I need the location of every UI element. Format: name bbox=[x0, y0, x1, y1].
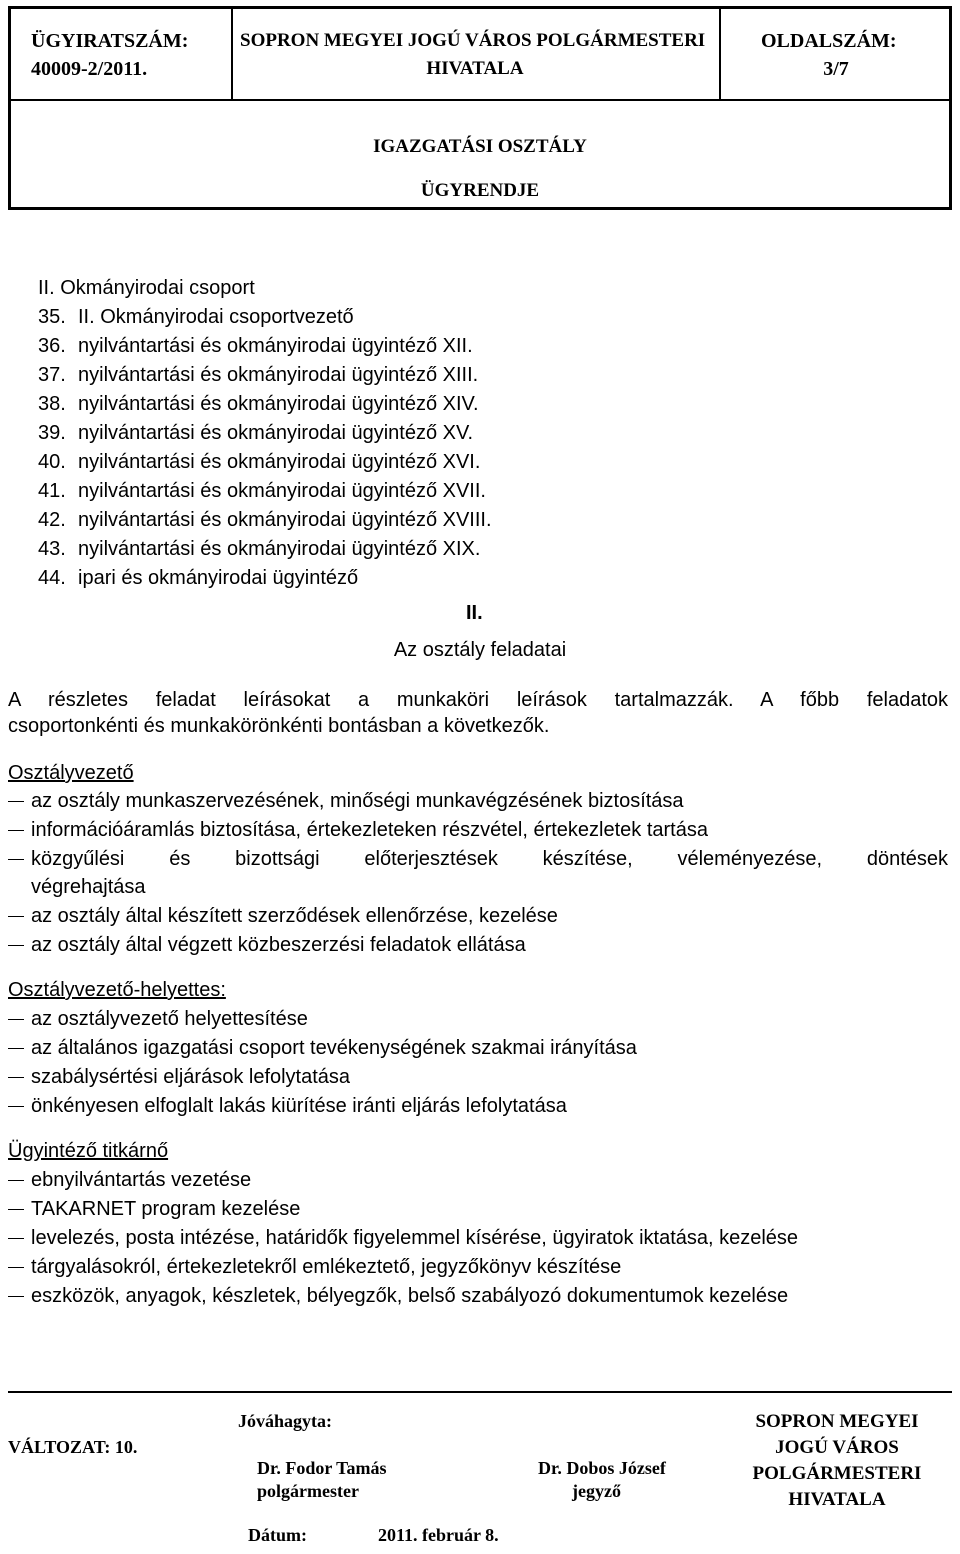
position-item bbox=[38, 565, 359, 591]
dash-bullet-icon bbox=[8, 1106, 24, 1107]
footer-office-line4: HIVATALA bbox=[788, 1489, 886, 1510]
section-title: Az osztály feladatai bbox=[393, 639, 567, 661]
dash-bullet-icon bbox=[8, 916, 24, 917]
duty-text: információáramlás biztosítása, értekezleteken részvétel, értekezletek tartása bbox=[31, 819, 708, 841]
position-text: nyilvántartási és okmányirodai ügyintéző XIII. bbox=[78, 364, 479, 386]
duty-text: közgyűlési és bizottsági előterjesztések készítése, véleményezése, döntések bbox=[31, 848, 948, 870]
footer-office-line1: SOPRON MEGYEI bbox=[755, 1411, 919, 1432]
approved-label: Jóváhagyta: bbox=[238, 1411, 332, 1431]
file-number: 40009-2/2011. bbox=[31, 58, 148, 80]
header-divider-horizontal bbox=[11, 99, 949, 101]
duty-text: az osztály munkaszervezésének, minőségi munkavégzésének biztosítása bbox=[31, 790, 684, 812]
duty-text: az osztály által végzett közbeszerzési feladatok ellátása bbox=[31, 934, 526, 956]
position-item bbox=[38, 304, 354, 330]
document-title: ÜGYRENDJE bbox=[420, 180, 540, 201]
position-item bbox=[38, 536, 481, 562]
dash-bullet-icon bbox=[8, 859, 24, 860]
position-text: nyilvántartási és okmányirodai ügyintéző XV. bbox=[78, 422, 474, 444]
duty-text: szabálysértési eljárások lefolytatása bbox=[31, 1066, 351, 1088]
position-item bbox=[38, 362, 479, 388]
dash-bullet-icon bbox=[8, 1296, 24, 1297]
position-number: 39. bbox=[38, 422, 66, 444]
footer-office-line2: JOGÚ VÁROS bbox=[775, 1437, 899, 1458]
intro-line-1: A részletes feladat leírásokat a munkaköri leírások tartalmazzák. A főbb feladatok bbox=[8, 689, 948, 711]
page-number-label: OLDALSZÁM: bbox=[761, 30, 897, 52]
position-number: 40. bbox=[38, 451, 66, 473]
duty-text: TAKARNET program kezelése bbox=[31, 1198, 301, 1220]
duty-text: tárgyalásokról, értekezletekről emlékeztető, jegyzőkönyv készítése bbox=[31, 1256, 622, 1278]
section-numeral: II. bbox=[466, 602, 483, 624]
position-number: 37. bbox=[38, 364, 66, 386]
mayor-name: Dr. Fodor Tamás bbox=[257, 1458, 387, 1478]
intro-line-2: csoportonkénti és munkakörönkénti bontásban a következők. bbox=[8, 715, 550, 737]
position-number: 42. bbox=[38, 509, 66, 531]
position-text: II. Okmányirodai csoportvezető bbox=[78, 306, 354, 328]
position-text: nyilvántartási és okmányirodai ügyintéző XVI. bbox=[78, 451, 481, 473]
position-item bbox=[38, 391, 479, 417]
header-divider-right bbox=[719, 9, 721, 99]
duty-text: az általános igazgatási csoport tevékenységének szakmai irányítása bbox=[31, 1037, 637, 1059]
position-item bbox=[38, 449, 481, 475]
dash-bullet-icon bbox=[8, 1267, 24, 1268]
dash-bullet-icon bbox=[8, 830, 24, 831]
duty-text: az osztályvezető helyettesítése bbox=[31, 1008, 308, 1030]
dash-bullet-icon bbox=[8, 1209, 24, 1210]
office-name-line1: SOPRON MEGYEI JOGÚ VÁROS POLGÁRMESTERI bbox=[240, 30, 706, 51]
position-text: ipari és okmányirodai ügyintéző bbox=[78, 567, 359, 589]
position-text: nyilvántartási és okmányirodai ügyintéző XII. bbox=[78, 335, 473, 357]
role-title-secretary: Ügyintéző titkárnő bbox=[8, 1140, 169, 1162]
page-number: 3/7 bbox=[823, 58, 849, 80]
position-item bbox=[38, 478, 486, 504]
position-text: nyilvántartási és okmányirodai ügyintéző XIV. bbox=[78, 393, 479, 415]
group-title: II. Okmányirodai csoport bbox=[38, 277, 255, 299]
dash-bullet-icon bbox=[8, 1019, 24, 1020]
mayor-title: polgármester bbox=[257, 1481, 359, 1501]
dash-bullet-icon bbox=[8, 801, 24, 802]
dash-bullet-icon bbox=[8, 1180, 24, 1181]
dash-bullet-icon bbox=[8, 1048, 24, 1049]
date-label: Dátum: bbox=[248, 1525, 307, 1545]
duty-text: önkényesen elfoglalt lakás kiürítése iránti eljárás lefolytatása bbox=[31, 1095, 567, 1117]
position-number: 36. bbox=[38, 335, 66, 357]
dash-bullet-icon bbox=[8, 1077, 24, 1078]
version-label: VÁLTOZAT: 10. bbox=[8, 1437, 138, 1457]
position-text: nyilvántartási és okmányirodai ügyintéző XVII. bbox=[78, 480, 486, 502]
position-text: nyilvántartási és okmányirodai ügyintéző XVIII. bbox=[78, 509, 492, 531]
position-number: 41. bbox=[38, 480, 66, 502]
dash-bullet-icon bbox=[8, 945, 24, 946]
position-item bbox=[38, 333, 473, 359]
position-text: nyilvántartási és okmányirodai ügyintéző XIX. bbox=[78, 538, 481, 560]
notary-title: jegyző bbox=[572, 1481, 621, 1501]
footer-divider bbox=[8, 1391, 952, 1393]
office-name-line2: HIVATALA bbox=[426, 58, 524, 79]
duty-text: ebnyilvántartás vezetése bbox=[31, 1169, 252, 1191]
duty-text: levelezés, posta intézése, határidők figyelemmel kísérése, ügyiratok iktatása, kezelése bbox=[31, 1227, 799, 1249]
duty-text: eszközök, anyagok, készletek, bélyegzők, belső szabályozó dokumentumok kezelése bbox=[31, 1285, 789, 1307]
role-title-head: Osztályvezető bbox=[8, 762, 134, 784]
duty-text-continued: végrehajtása bbox=[31, 876, 146, 898]
file-number-label: ÜGYIRATSZÁM: bbox=[31, 30, 189, 52]
position-number: 38. bbox=[38, 393, 66, 415]
duty-text: az osztály által készített szerződések ellenőrzése, kezelése bbox=[31, 905, 558, 927]
department-name: IGAZGATÁSI OSZTÁLY bbox=[373, 136, 587, 157]
document-header bbox=[8, 6, 952, 210]
date-value: 2011. február 8. bbox=[378, 1525, 499, 1545]
notary-name: Dr. Dobos József bbox=[538, 1458, 666, 1478]
position-number: 44. bbox=[38, 567, 66, 589]
office-name-cell bbox=[233, 23, 717, 87]
footer-office-line3: POLGÁRMESTERI bbox=[752, 1463, 922, 1484]
position-item bbox=[38, 507, 492, 533]
position-number: 43. bbox=[38, 538, 66, 560]
position-item bbox=[38, 420, 474, 446]
dash-bullet-icon bbox=[8, 1238, 24, 1239]
role-title-deputy: Osztályvezető-helyettes: bbox=[8, 979, 226, 1001]
position-number: 35. bbox=[38, 306, 66, 328]
